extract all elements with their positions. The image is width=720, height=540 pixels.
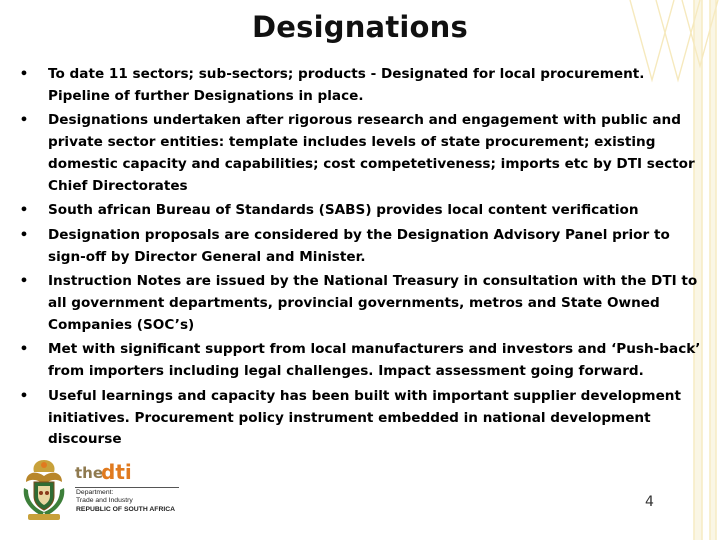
country-name: REPUBLIC OF SOUTH AFRICA: [76, 505, 176, 513]
bullet-list: [14, 64, 708, 454]
bullet-item: [14, 271, 708, 336]
brand-dti-text: dti: [101, 460, 132, 484]
bullet-dot-icon: •: [19, 112, 29, 129]
bullet-text: Designations undertaken after rigorous research and engagement with public and private sector entities: template includes levels of state procurement; existing domestic capacity and capabilities; cost competetiveness; imports etc by DTI sector Chief Directorates: [48, 112, 695, 194]
bullet-text: To date 11 sectors; sub-sectors; products - Designated for local procurement. Pipeline of further Designations in place.: [48, 66, 645, 104]
coat-of-arms-icon: [20, 456, 68, 522]
bullet-item: [14, 200, 708, 222]
bullet-item: [14, 339, 708, 382]
department-text: [76, 489, 175, 514]
bullet-text: Useful learnings and capacity has been built with important supplier development initiatives. Procurement policy instrument embedded in national development discourse: [48, 387, 681, 448]
logo-divider: [75, 487, 179, 488]
bullet-text: Instruction Notes are issued by the National Treasury in consultation with the DTI to all government departments, provincial governments, metros and State Owned Companies (SOC’s): [48, 273, 698, 333]
bullet-item: [14, 225, 708, 268]
brand-the-text: the: [75, 464, 104, 482]
bullet-text: Met with significant support from local manufacturers and investors and ‘Push-back’ from importers including legal challenges. Impact assessment going forward.: [48, 341, 701, 380]
bullet-item: [14, 386, 708, 451]
bullet-item: [14, 110, 708, 197]
bullet-dot-icon: •: [19, 387, 29, 404]
bullet-dot-icon: •: [19, 202, 29, 219]
bullet-dot-icon: •: [19, 226, 29, 243]
bullet-text: Designation proposals are considered by the Designation Advisory Panel prior to sign-off by Director General and Minister.: [48, 226, 670, 265]
bullet-item: [14, 64, 708, 107]
bullet-text: South african Bureau of Standards (SABS) provides local content verification: [48, 202, 639, 219]
bullet-dot-icon: •: [19, 273, 29, 290]
bullet-dot-icon: •: [19, 66, 29, 82]
slide-title: Designations: [252, 10, 468, 44]
department-label: Department:: [76, 489, 114, 496]
department-name: Trade and Industry: [76, 497, 133, 505]
bullet-dot-icon: •: [19, 341, 29, 358]
dti-logo: [20, 456, 200, 526]
page-number: 4: [645, 494, 654, 510]
